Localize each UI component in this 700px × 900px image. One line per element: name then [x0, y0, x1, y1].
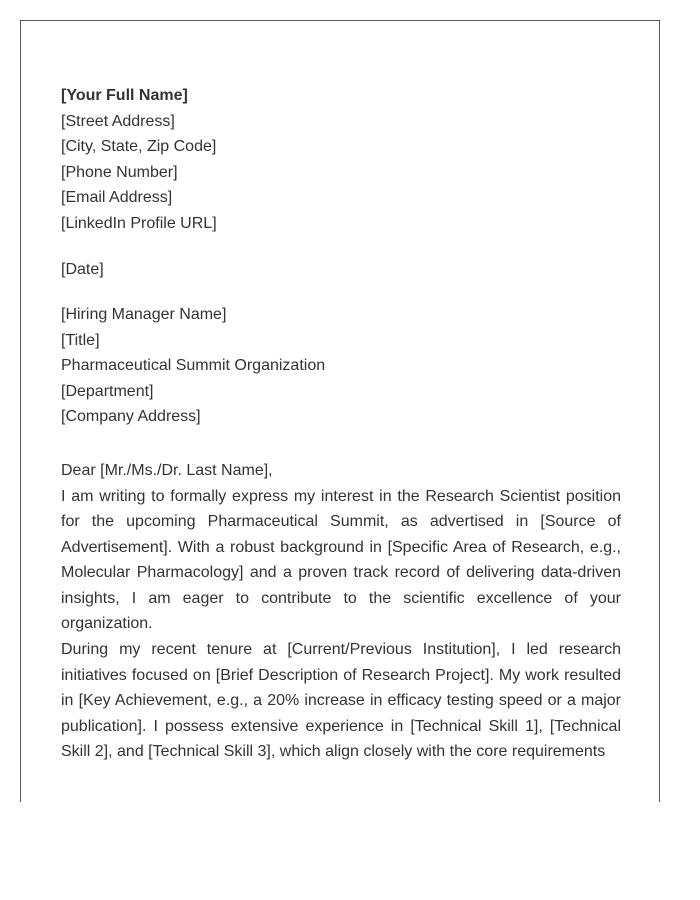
- date-block: [61, 257, 621, 283]
- letter-date: [Date]: [61, 260, 104, 278]
- recipient-block: [61, 302, 621, 430]
- recipient-organization: Pharmaceutical Summit Organization: [61, 357, 326, 375]
- letter-content: [61, 83, 621, 765]
- sender-email: [Email Address]: [61, 189, 173, 207]
- recipient-manager: [Hiring Manager Name]: [61, 305, 227, 323]
- salutation-block: [61, 458, 621, 484]
- body-paragraph-2: During my recent tenure at [Current/Previous Institution], I led research initiatives focused on [Brief Description of Research Project]. My work resulted in [Key Achievement, e.g., a 20% increase in efficacy testing speed or a major publication]. I possess extensive experience in [Technical Skill 1], [Technical Skill 2], and [Technical Skill 3], which align closely with the core requirements: [61, 641, 621, 761]
- sender-linkedin: [LinkedIn Profile URL]: [61, 214, 217, 232]
- sender-city: [City, State, Zip Code]: [61, 138, 217, 156]
- sender-block: [61, 83, 621, 237]
- sender-street: [Street Address]: [61, 112, 175, 130]
- recipient-title: [Title]: [61, 331, 100, 349]
- sender-name: [Your Full Name]: [61, 87, 188, 104]
- body-paragraph-1: I am writing to formally express my interest in the Research Scientist position for the upcoming Pharmaceutical Summit, as advertised in [Source of Advertisement]. With a robust background in [Specific Area of Research, e.g., Molecular Pharmacology] and a proven track record of delivering data-driven insights, I am eager to contribute to the scientific excellence of your organization.: [61, 487, 621, 633]
- recipient-department: [Department]: [61, 382, 154, 400]
- sender-phone: [Phone Number]: [61, 163, 178, 181]
- letter-page: [20, 20, 660, 802]
- salutation: Dear [Mr./Ms./Dr. Last Name],: [61, 461, 273, 479]
- recipient-address: [Company Address]: [61, 408, 201, 426]
